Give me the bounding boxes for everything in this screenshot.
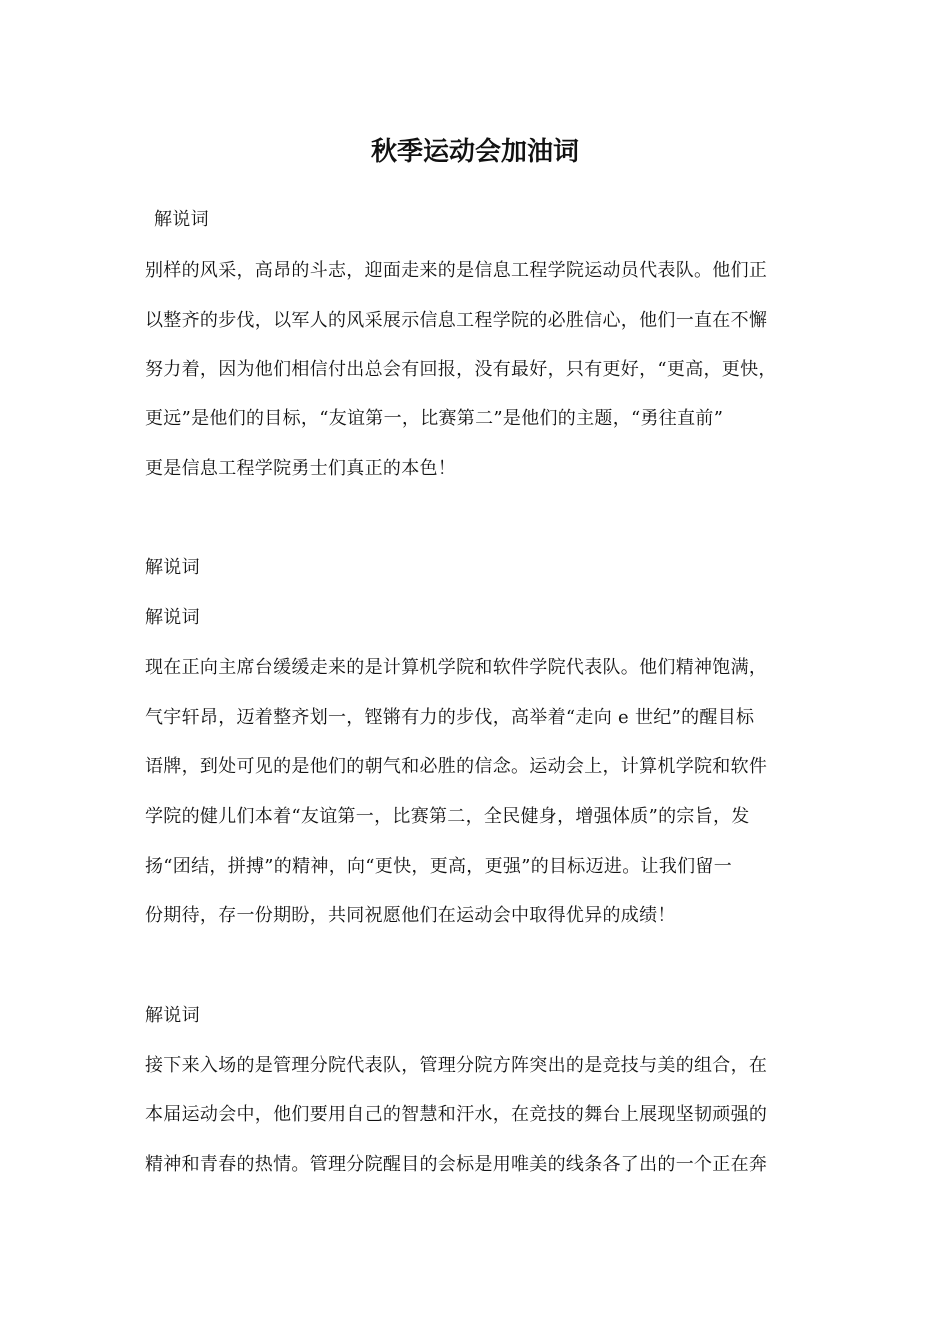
paragraph-line: 扬“团结，拼搏”的精神，向“更快，更高，更强”的目标迈进。让我们留一 <box>145 856 733 877</box>
paragraph-line: 现在正向主席台缓缓走来的是计算机学院和软件学院代表队。他们精神饱满， <box>145 657 768 678</box>
document-title: 秋季运动会加油词 <box>370 137 579 167</box>
paragraph-line: 接下来入场的是管理分院代表队，管理分院方阵突出的是竞技与美的组合，在 <box>145 1055 768 1076</box>
section-heading: 解说词 <box>145 1005 200 1026</box>
paragraph-line: 精神和青春的热情。管理分院醒目的会标是用唯美的线条各了出的一个正在奔 <box>145 1154 768 1175</box>
paragraph-line: 学院的健儿们本着“友谊第一，比赛第二，全民健身，增强体质”的宗旨，发 <box>145 806 750 827</box>
paragraph-line: 份期待，存一份期盼，共同祝愿他们在运动会中取得优异的成绩！ <box>145 905 676 926</box>
paragraph-line: 别样的风采，高昂的斗志，迎面走来的是信息工程学院运动员代表队。他们正 <box>145 260 768 281</box>
paragraph-line: 气宇轩昂，迈着整齐划一，铿锵有力的步伐，高举着“走向 e 世纪”的醒目标 <box>145 707 755 728</box>
paragraph-line: 语牌，到处可见的是他们的朝气和必胜的信念。运动会上，计算机学院和软件 <box>145 756 768 777</box>
paragraph-line: 更是信息工程学院勇士们真正的本色！ <box>145 458 457 479</box>
paragraph-line: 本届运动会中，他们要用自己的智慧和汗水，在竞技的舞台上展现坚韧顽强的 <box>145 1104 768 1125</box>
section-heading: 解说词 <box>145 607 200 628</box>
section-heading: 解说词 <box>145 557 200 578</box>
paragraph-line: 努力着，因为他们相信付出总会有回报，没有最好，只有更好，“更高，更快， <box>145 359 777 380</box>
paragraph-line: 更远”是他们的目标，“友谊第一，比赛第二”是他们的主题，“勇往直前” <box>145 408 724 429</box>
paragraph-line: 以整齐的步伐，以军人的风采展示信息工程学院的必胜信心，他们一直在不懈 <box>145 310 768 331</box>
section-heading: 解说词 <box>154 209 209 230</box>
